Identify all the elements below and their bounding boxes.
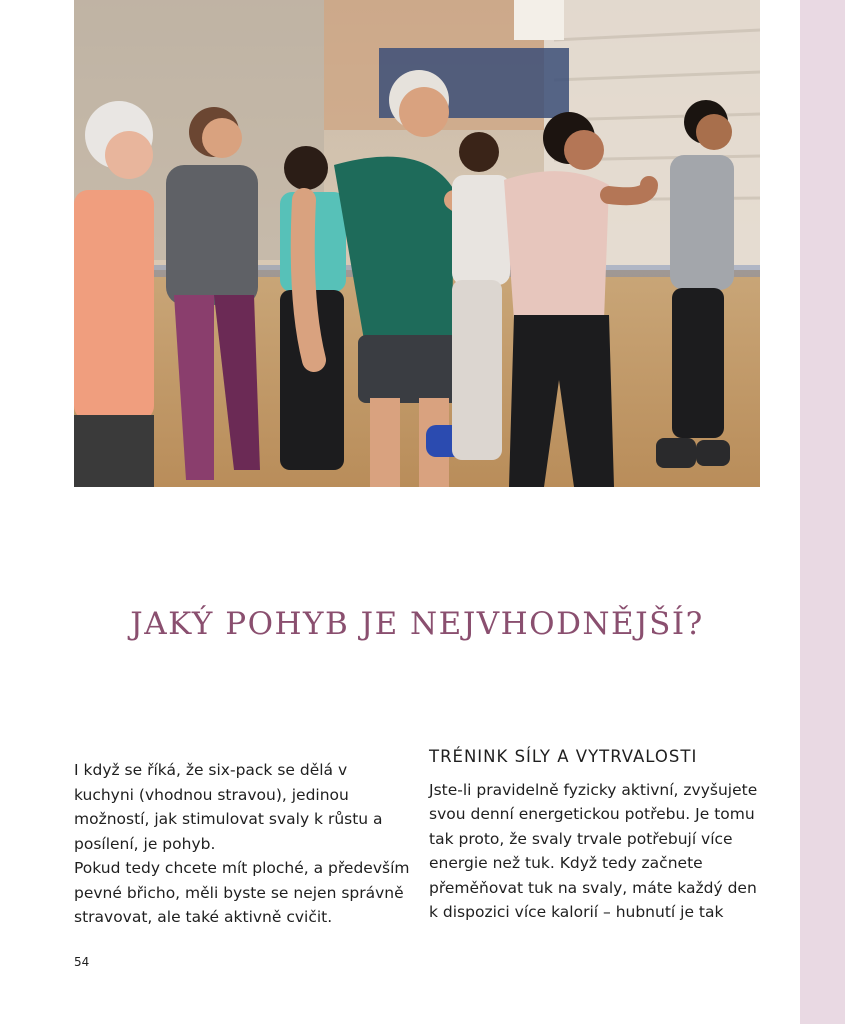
section-subheading: TRÉNINK SÍLY A VYTRVALOSTI bbox=[429, 747, 698, 766]
page-number: 54 bbox=[74, 955, 90, 969]
right-paragraph: Jste-li pravidelně fyzicky aktivní, zvyšujete svou denní energetickou potřebu. Je tomu tak proto, že svaly trvale potřebují více energie než tuk. Když tedy začnete přeměňovat tuk na svaly, máte každý den k dispozici více kalorií – hubnutí je tak bbox=[429, 780, 758, 921]
left-text-column bbox=[74, 758, 410, 930]
left-paragraph-2: Pokud tedy chcete mít ploché, a především pevné břicho, měli byste se nejen správně stravovat, ale také aktivně cvičit. bbox=[74, 859, 410, 926]
group-exercise-photo bbox=[74, 0, 760, 487]
side-strip bbox=[800, 0, 845, 1024]
page-heading: JAKÝ POHYB JE NEJVHODNĚJŠÍ? bbox=[130, 606, 704, 642]
right-text-column bbox=[429, 745, 765, 925]
left-paragraph-1: I když se říká, že six-pack se dělá v kuchyni (vhodnou stravou), jedinou možností, jak stimulovat svaly k růstu a posílení, je pohyb. bbox=[74, 761, 383, 853]
